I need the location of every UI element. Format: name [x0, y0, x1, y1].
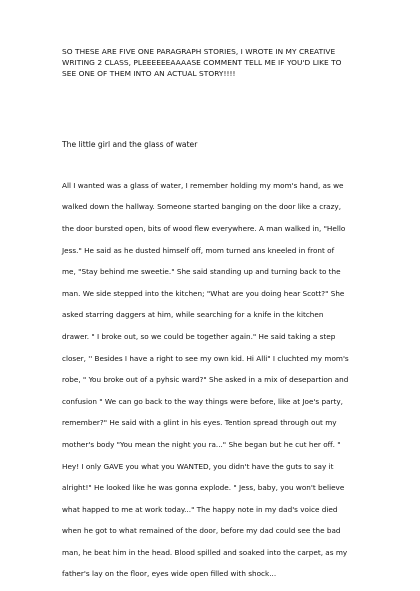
- intro-line: SO THESE ARE FIVE ONE PARAGRAPH STORIES, I WROTE IN MY CREATIVE: [62, 47, 336, 56]
- story-line: drawer. " I broke out, so we could be together again." He said taking a step: [62, 331, 336, 341]
- intro-line: WRITING 2 CLASS, PLEEEEEEAAAASE COMMENT TELL ME IF YOU'D LIKE TO: [62, 58, 342, 67]
- story-paragraph: [62, 170, 362, 591]
- story-line: robe, " You broke out of a pyhsic ward?" She asked in a mix of desepartion and: [62, 375, 349, 385]
- story-line: the door bursted open, bits of wood flew everywhere. A man walked in, "Hello: [62, 223, 346, 233]
- story-line: me, "Stay behind me sweetie." She said standing up and turning back to the: [62, 267, 341, 277]
- story-title: The little girl and the glass of water: [62, 140, 198, 149]
- story-line: alright!" He looked like he was gonna explode. " Jess, baby, you won't believe: [62, 483, 345, 493]
- story-line: what happed to me at work today..." The happy note in my dad's voice died: [62, 504, 338, 514]
- story-line: when he got to what remained of the door, before my dad could see the bad: [62, 526, 341, 536]
- story-line: mother's body "You mean the night you ra..." She began but he cut her off. ": [62, 439, 341, 449]
- story-line: confusion " We can go back to the way things were before, like at Joe's party,: [62, 396, 343, 406]
- story-line: father's lay on the floor, eyes wide open filled with shock...: [62, 569, 277, 579]
- intro-line: SEE ONE OF THEM INTO AN ACTUAL STORY!!!!: [62, 69, 236, 78]
- story-line: remember?" He said with a glint in his eyes. Tention spread through out my: [62, 418, 337, 428]
- story-line: Jess." He said as he dusted himself off, mom turned ans kneeled in front of: [62, 245, 335, 255]
- story-line: Hey! I only GAVE you what you WANTED, you didn't have the guts to say it: [62, 461, 334, 471]
- story-line: walked down the hallway. Someone started banging on the door like a crazy,: [62, 202, 342, 212]
- story-line: asked starring daggers at him, while searching for a knife in the kitchen: [62, 310, 324, 320]
- intro-paragraph: [62, 46, 362, 79]
- story-line: man, he beat him in the head. Blood spilled and soaked into the carpet, as my: [62, 547, 348, 557]
- story-line: man. We side stepped into the kitchen; "What are you doing hear Scott?" She: [62, 288, 345, 298]
- story-line: closer, '' Besides I have a right to see my own kid. Hi Alli" I cluchted my mom's: [62, 353, 349, 363]
- story-line: All I wanted was a glass of water, I remember holding my mom's hand, as we: [62, 180, 344, 190]
